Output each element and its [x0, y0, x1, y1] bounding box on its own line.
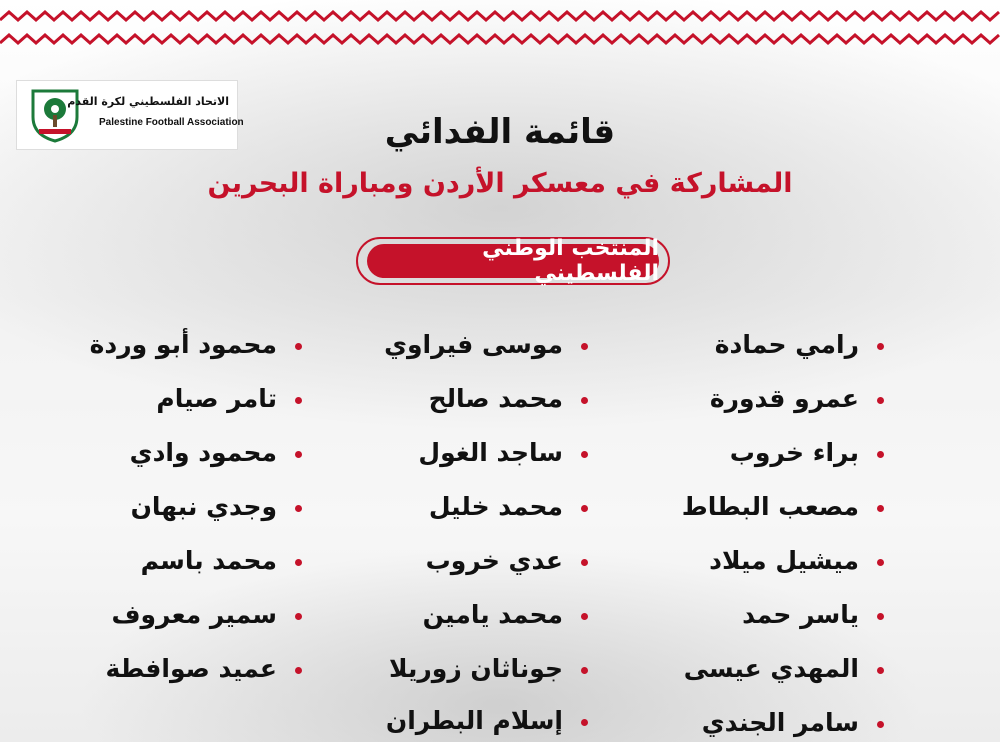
player-item [684, 653, 884, 685]
player-item [141, 545, 302, 577]
bullet-icon [295, 667, 302, 674]
player-name: ميشيل ميلاد [709, 546, 859, 575]
team-badge-label: المنتخب الوطني الفلسطيني [367, 244, 659, 278]
page-title: قائمة الفدائي [384, 112, 616, 152]
player-name: سمير معروف [111, 600, 277, 629]
bullet-icon [581, 667, 588, 674]
player-item [682, 491, 884, 523]
bullet-icon [877, 721, 884, 728]
bullet-icon [877, 667, 884, 674]
player-name: تامر صيام [156, 384, 277, 413]
bullet-icon [877, 613, 884, 620]
player-name: مصعب البطاط [681, 492, 859, 521]
player-name: ياسر حمد [742, 600, 859, 629]
player-name: محمود أبو وردة [89, 330, 277, 359]
player-item [429, 491, 588, 523]
player-item [715, 329, 884, 361]
player-name: سامر الجندي [701, 708, 859, 737]
player-item [131, 491, 302, 523]
player-name: محمد خليل [428, 492, 563, 521]
bullet-icon [295, 505, 302, 512]
player-item [730, 437, 884, 469]
bullet-icon [295, 397, 302, 404]
bullet-icon [581, 559, 588, 566]
player-item [384, 329, 588, 361]
bullet-icon [877, 559, 884, 566]
player-name: موسى فيراوي [384, 330, 563, 359]
player-name: وجدي نبهان [130, 492, 277, 521]
bullet-icon [877, 343, 884, 350]
player-item [389, 653, 588, 685]
player-name: رامي حمادة [714, 330, 859, 359]
page-subtitle: المشاركة في معسكر الأردن ومباراة البحرين [207, 168, 793, 199]
player-name: عدي خروب [425, 546, 563, 575]
bullet-icon [877, 397, 884, 404]
bullet-icon [295, 343, 302, 350]
player-item [702, 707, 884, 739]
player-item [709, 545, 884, 577]
player-item [156, 383, 302, 415]
player-item [423, 599, 588, 631]
bullet-icon [581, 505, 588, 512]
bullet-icon [295, 451, 302, 458]
bullet-icon [581, 343, 588, 350]
player-item [426, 545, 588, 577]
logo-text-arabic: الاتحاد الفلسطيني لكرة القدم [67, 95, 229, 108]
player-name: محمد يامين [422, 600, 563, 629]
player-name: محمد باسم [140, 546, 277, 575]
player-item [106, 653, 302, 685]
player-name: إسلام البطران [385, 706, 563, 735]
bullet-icon [581, 613, 588, 620]
player-item [386, 705, 588, 737]
bullet-icon [581, 719, 588, 726]
bullet-icon [581, 397, 588, 404]
team-badge [356, 237, 670, 285]
logo-text-english: Palestine Football Association [99, 117, 244, 128]
bullet-icon [581, 451, 588, 458]
player-item [742, 599, 884, 631]
bullet-icon [295, 613, 302, 620]
player-item [111, 599, 302, 631]
player-name: محمد صالح [428, 384, 563, 413]
player-name: المهدي عيسى [683, 654, 859, 683]
player-name: جوناثان زوريلا [389, 654, 563, 683]
player-item [418, 437, 588, 469]
player-item [90, 329, 302, 361]
player-name: ساجد الغول [418, 438, 563, 467]
bottom-zigzag-stripe [0, 33, 1000, 45]
bullet-icon [295, 559, 302, 566]
player-item [429, 383, 588, 415]
player-name: محمود وادي [129, 438, 277, 467]
top-zigzag-stripe [0, 10, 1000, 22]
player-item [710, 383, 884, 415]
bullet-icon [877, 505, 884, 512]
player-name: براء خروب [729, 438, 859, 467]
player-name: عمرو قدورة [709, 384, 859, 413]
player-item [130, 437, 302, 469]
player-name: عميد صوافطة [105, 654, 277, 683]
bullet-icon [877, 451, 884, 458]
